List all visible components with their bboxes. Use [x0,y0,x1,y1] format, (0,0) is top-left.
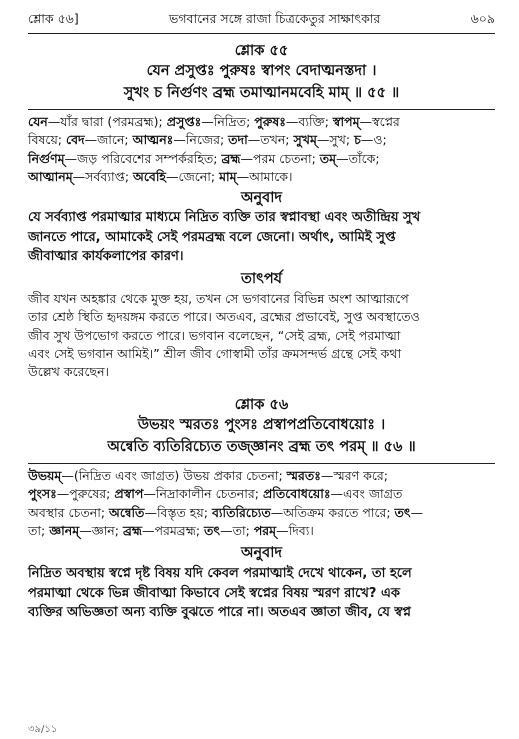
synonym-line [28,131,495,149]
page-header [28,12,495,30]
sloka-55-synonyms [28,113,495,186]
verse-line: উভয়ং স্মরতঃ পুংসঃ প্রস্বাপপ্রতিবোধয়োঃ । [137,417,386,433]
sloka-56-translation-heading: অনুবাদ [240,545,283,561]
synonym-meaning: — [410,504,424,520]
purport-line: উল্লেখ করেছেন। [28,364,110,380]
synonym-word: উভয়ম্ [28,468,62,483]
synonym-word: যেন [28,114,48,129]
synonym-word: তদা [228,132,248,148]
synonym-word: মাম্ [219,168,237,184]
translation-line: নিদ্রিত অবস্থায় স্বপ্নে দৃষ্ট বিষয় যদি কেবল পরমাত্মাই দেখে থাকেন, তা হলে [28,566,412,581]
synonym-meaning: —জ্ঞান; [79,522,123,538]
synonym-word: অবেহি [133,168,166,184]
synonym-word: ব্রহ্ম [122,522,142,538]
synonym-meaning: —(নিদ্রিত এবং জাগ্রত) উভয় প্রকার চেতনা; [61,468,287,483]
translation-line: যে সর্বব্যাপ্ত পরমাত্মার মাধ্যমে নিদ্রিত ব্যক্তি তার স্বপ্নাবস্থা এবং অতীন্দ্রিয় সুখ [28,210,421,225]
running-title: ভগবানের সঙ্গে রাজা চিত্রকেতুর সাক্ষাৎকার [169,11,381,26]
sloka-56-synonyms [28,467,495,540]
synonym-word: পুরুষঃ [254,114,286,129]
purport-line: জীব সুখ উপভোগ করতে পারে। ভগবান বলেছেন, “সেই ব্রহ্ম, সেই পরমাত্মা [28,327,401,343]
synonym-word: চ [354,132,361,148]
synonym-word: প্রসুপ্তঃ [166,114,202,129]
sloka-55-translation [28,208,495,267]
synonym-word: সুখম্ [293,132,317,148]
translation-line: জীবাত্মার কার্যকলাপের কারণ। [28,249,184,264]
verse-line: সুখং চ নির্গুণং ব্রহ্ম তমাত্মানমবেহি মাম্ ॥ ৫৫ ॥ [123,85,400,101]
header-verse-ref: শ্লোক ৫৬] [28,11,79,26]
synonym-meaning: —দিব্য। [276,522,314,538]
synonym-meaning: —জানে; [84,132,133,148]
translation-line: পরমাত্মা থেকে ভিন্ন জীবাত্মা কিভাবে সেই স্বপ্নের বিষয় স্মরণ রাখে? এক [28,585,400,601]
synonym-meaning: —তা; [220,522,254,538]
synonym-word: জ্ঞানম্ [49,522,80,538]
synonym-word: প্রতিবোধয়োঃ [262,486,331,502]
synonym-meaning: অবস্থার চেতনা; [28,504,109,520]
sloka-56-heading: শ্লোক ৫৬ [234,397,289,413]
synonym-meaning: —সুখ; [316,132,355,148]
synonym-word: নির্গুণম্ [28,150,65,166]
synonym-word: তৎ [204,522,221,538]
synonym-meaning: —স্বপ্নের [359,114,400,129]
sloka-55-purport [28,290,495,381]
synonym-meaning: —ও; [360,132,387,148]
synonym-meaning: —জড় পরিবেশের সম্পর্করহিত; [64,150,222,166]
verse-line: যেন প্রসুপ্তঃ পুরুষঃ স্বাপং বেদাত্মনস্তদা । [146,63,377,79]
synonym-meaning: —এবং জাগ্রত [330,486,403,502]
synonym-word: প্রস্বাপ [114,486,144,502]
synonym-word: আত্মানম্ [28,168,73,184]
sloka-55-heading: শ্লোক ৫৫ [234,43,289,59]
section-divider [28,463,495,464]
verse-line: অন্বেতি ব্যতিরিচ্যেত তজ্জ্ঞানং ব্রহ্ম তৎ পরম্ ॥ ৫৬ ॥ [107,439,416,455]
sloka-55-purport-heading: তাৎপর্য [240,271,283,287]
synonym-word: ব্যতিরিচ্যেত [211,504,271,520]
sloka-56-verse [28,414,495,458]
synonym-word: পুংসঃ [28,486,57,502]
synonym-meaning: —তখন; [247,132,294,148]
synonym-word: স্বাপম্ [332,114,360,129]
synonym-meaning: বিষয়ে; [28,132,66,148]
translation-line: জানতে পারে, আমাকেই সেই পরমব্রহ্ম বলে জেনো। অর্থাৎ, আমিই সুপ্ত [28,229,396,245]
purport-line: তার শ্রেষ্ঠ স্থিতি হৃদয়ঙ্গম করতে পারে। অতএব, ব্রহ্মের প্রভাবেই, সুপ্ত অবস্থাতেও [28,309,420,325]
synonym-line [28,485,495,503]
translation-line: ব্যক্তির অভিজ্ঞতা অন্য ব্যক্তি বুঝতে পারে না। অতএব জ্ঞাতা জীব, যে স্বপ্ন [28,605,411,620]
sloka-56-translation [28,564,495,623]
synonym-meaning: —বিস্তৃত হয়; [144,504,212,520]
synonym-line [28,467,495,485]
synonym-line [28,504,495,522]
synonym-word: তম্ [319,150,337,166]
synonym-meaning: —জেনো; [166,168,220,184]
page-number: ৬০৯ [470,11,495,26]
section-divider [28,109,495,110]
sloka-55-translation-heading: অনুবাদ [240,190,283,206]
synonym-meaning: —অতিক্রম করতে পারে; [270,504,395,520]
synonym-meaning: —পরমব্রহ্ম; [142,522,205,538]
synonym-line [28,168,495,186]
purport-line: জীব যখন অহঙ্কার থেকে মুক্ত হয়, তখন সে ভগবানের বিভিন্ন অংশ আত্মারূপে [28,291,409,306]
synonym-word: পরম্ [253,522,277,538]
synonym-line [28,150,495,168]
synonym-meaning: তা; [28,522,50,538]
synonym-word: আত্মনঃ [132,132,174,148]
synonym-word: অন্বেতি [109,504,145,520]
synonym-meaning: —তাঁকে; [336,150,380,166]
sloka-55-verse [28,60,495,104]
synonym-meaning: —যাঁর দ্বারা (পরমব্রহ্ম); [47,114,167,129]
header-divider [28,33,495,34]
synonym-meaning: —সর্বব্যাপ্ত; [72,168,134,184]
page-footer-mark: ৩৯/১১ [28,724,58,735]
synonym-word: ব্রহ্ম [221,150,241,166]
purport-line: এবং সেই ভগবান আমিই।” শ্রীল জীব গোস্বামী তাঁর ক্রমসন্দর্ভ গ্রন্থে সেই কথা [28,345,402,361]
synonym-meaning: —ব্যক্তি; [285,114,333,129]
synonym-meaning: —নিদ্রাকালীন চেতনার; [143,486,263,502]
synonym-meaning: —পুরুষের; [56,486,115,502]
synonym-meaning: —নিজের; [173,132,229,148]
synonym-word: বেদ [66,132,85,148]
synonym-meaning: —স্মরণ করে; [320,468,388,483]
synonym-line [28,522,495,540]
synonym-meaning: —পরম চেতনা; [240,150,320,166]
synonym-word: তৎ [394,504,411,520]
synonym-word: স্মরতঃ [286,468,321,483]
synonym-meaning: —নিদ্রিত; [201,114,255,129]
synonym-line [28,113,495,131]
synonym-meaning: —আমাকে। [236,168,293,184]
